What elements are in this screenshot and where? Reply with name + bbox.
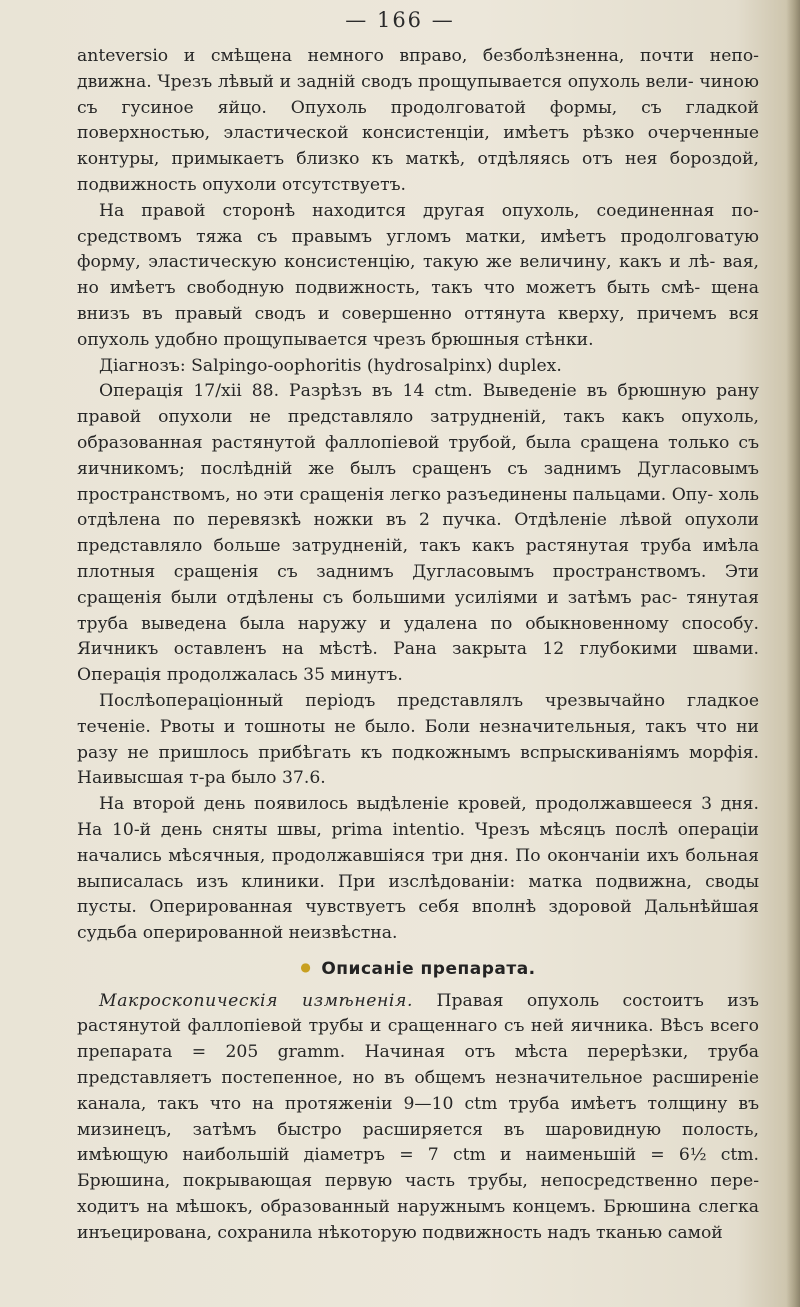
paragraph-macroscopic [77, 989, 759, 1247]
paragraph-right-tumor: На правой сторонѣ находится другая опухоль, соединенная по- средствомъ тяжа съ правымъ угломъ матки, имѣетъ продолговатую форму, эластическую консистенцiю, такую же величину, какъ и лѣ- вая, но имѣетъ свободную подвижность, такъ что можетъ быть смѣ- щена внизъ въ правый сводъ и совершенно оттянута кверху, причемъ вся опухоль удобно прощупывается чрезъ брюшныя стѣнки. [77, 200, 759, 350]
section-heading [77, 955, 759, 983]
paragraph-exam-continuation: anteversio и смѣщена немного вправо, безболѣзненна, почти непо- движна. Чрезъ лѣвый и заднiй сводъ прощупывается опухоль вели- чиною съ гусиное яйцо. Опухоль продолговатой формы, съ гладкой поверхностью, эластической консистенцiи, имѣетъ рѣзко очерченные контуры, примыкаетъ близко къ маткѣ, отдѣляясь отъ нея бороздой, подвижность опухоли отсутствуетъ. [77, 46, 759, 195]
paragraph-postoperative: Послѣоперацiонный перiодъ представлялъ чрезвычайно гладкое теченiе. Рвоты и тошноты не было. Боли незначительныя, такъ что ни разу не пришлось прибѣгать къ подкожнымъ вспрыскиванiямъ морфiя. Наивысшая т-ра было 37.6. [77, 690, 759, 789]
paragraph-diagnosis: Дiагнозъ: Salpingo-oophoritis (hydrosalpinx) duplex. [99, 355, 562, 376]
macroscopic-text: Правая опухоль состоитъ изъ растянутой фаллопiевой трубы и сращеннаго съ ней яичника. Вѣсъ всего препарата = 205 gramm. Начиная отъ мѣста перерѣзки, труба представляетъ постепенное, но въ общемъ незначительное расширенiе канала, такъ что на протяженiи 9—10 ctm труба имѣетъ толщину въ мизинецъ, затѣмъ быстро расширяется въ шаровидную полость, имѣющую наибольшiй дiаметръ = 7 ctm и наименьшiй = 6½ ctm. Брюшина, покрывающая первую часть трубы, непосредственно пере- ходитъ на мѣшокъ, образованный наружнымъ концемъ. Брюшина слегка инъецирована, сохранила нѣкоторую подвижность надъ тканью самой [77, 990, 759, 1243]
paragraph-operation: Операцiя 17/xii 88. Разрѣзъ въ 14 ctm. Выведенiе въ брюшную рану правой опухоли не представляло затрудненiй, такъ какъ опухоль, образованная растянутой фаллопiевой трубой, была сращена только съ яичникомъ; послѣднiй же былъ сращенъ съ заднимъ Дугласовымъ пространствомъ, но эти сращенiя легко разъединены пальцами. Опу- холь отдѣлена по перевязкѣ ножки въ 2 пучка. Отдѣленiе лѣвой опухоли представляло больше затрудненiй, такъ какъ растянутая труба имѣла плотныя сращенiя съ заднимъ Дугласовымъ пространствомъ. Эти сращенiя были отдѣлены съ большими усилiями и затѣмъ рас- тянутая труба выведена была наружу и удалена по обыкновенному способу. Яичникъ оставленъ на мѣстѣ. Рана закрыта 12 глубокими швами. Операцiя продолжалась 35 минутъ. [77, 381, 759, 686]
page-edge-shadow [786, 0, 800, 1307]
body-text [77, 44, 759, 1247]
page-number: — 166 — [345, 8, 455, 32]
paragraph-second-day: На второй день появилось выдѣленiе кровей, продолжавшееся 3 дня. На 10-й день сняты швы, prima intentio. Чрезъ мѣсяцъ послѣ операцiи начались мѣсячныя, продолжавшiяся три дня. По окончанiи ихъ больная выписалась изъ клиники. При изслѣдованiи: матка подвижна, своды пусты. Оперированная чувствуетъ себя вполнѣ здоровой Дальнѣйшая судьба оперированной неизвѣстна. [77, 794, 759, 944]
macroscopic-label: Макроскопическiя измѣненiя. [99, 990, 414, 1011]
section-heading-text: Описанiе препарата. [321, 958, 536, 979]
ink-spot-icon: ● [300, 959, 312, 974]
